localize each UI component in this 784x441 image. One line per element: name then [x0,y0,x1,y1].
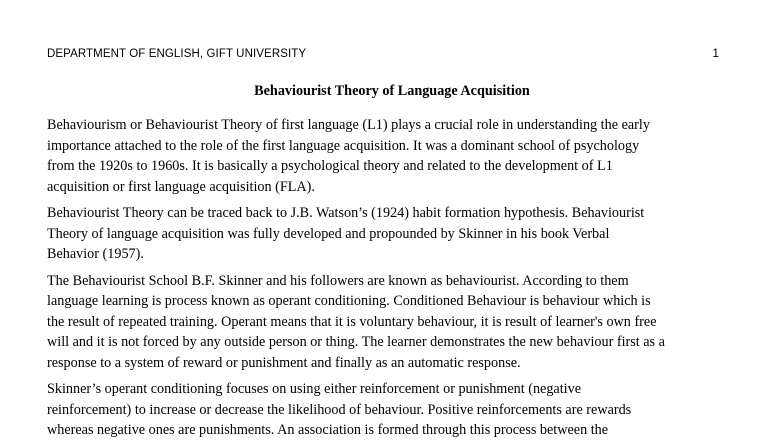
document-title: Behaviourist Theory of Language Acquisition [254,83,530,99]
text-line: importance attached to the role of the first language acquisition. It was a dominant school of psychology [47,137,640,154]
text-line: Theory of language acquisition was fully developed and propounded by Skinner in his book Verbal [47,225,610,242]
text-line: response to a system of reward or punishment and finally as an automatic response. [47,354,521,371]
text-line: The Behaviourist School B.F. Skinner and his followers are known as behaviourist. According to them [47,272,629,289]
paragraph-watson-origin [47,203,747,265]
page-number: 1 [712,48,719,60]
paragraph-operant-conditioning [47,271,747,374]
text-line: acquisition or first language acquisition (FLA). [47,178,315,195]
paragraph-reinforcement [47,379,747,441]
text-line: reinforcement) to increase or decrease the likelihood of behaviour. Positive reinforcements are rewards [47,401,632,418]
text-line: Skinner’s operant conditioning focuses on using either reinforcement or punishment (negative [47,381,581,397]
text-line: language learning is process known as operant conditioning. Conditioned Behaviour is behaviour which is [47,293,651,309]
text-line: will and it is not forced by any outside person or thing. The learner demonstrates the new behaviour first as a [47,334,665,350]
running-header [47,48,719,64]
text-line: from the 1920s to 1960s. It is basically a psychological theory and related to the development of L1 [47,158,613,174]
document-body [47,115,747,441]
text-line: whereas negative ones are punishments. An association is formed through this process between the [47,422,609,438]
paragraph-behaviourism-intro [47,115,747,197]
text-line: Behaviourism or Behaviourist Theory of first language (L1) plays a crucial role in understanding the early [47,117,650,133]
text-line: the result of repeated training. Operant means that it is voluntary behaviour, it is result of learner's own free [47,313,657,330]
department-header: DEPARTMENT OF ENGLISH, GIFT UNIVERSITY [47,48,307,60]
text-line: Behavior (1957). [47,246,144,262]
text-line: Behaviourist Theory can be traced back to J.B. Watson’s (1924) habit formation hypothesis. Behaviourist [47,205,645,221]
